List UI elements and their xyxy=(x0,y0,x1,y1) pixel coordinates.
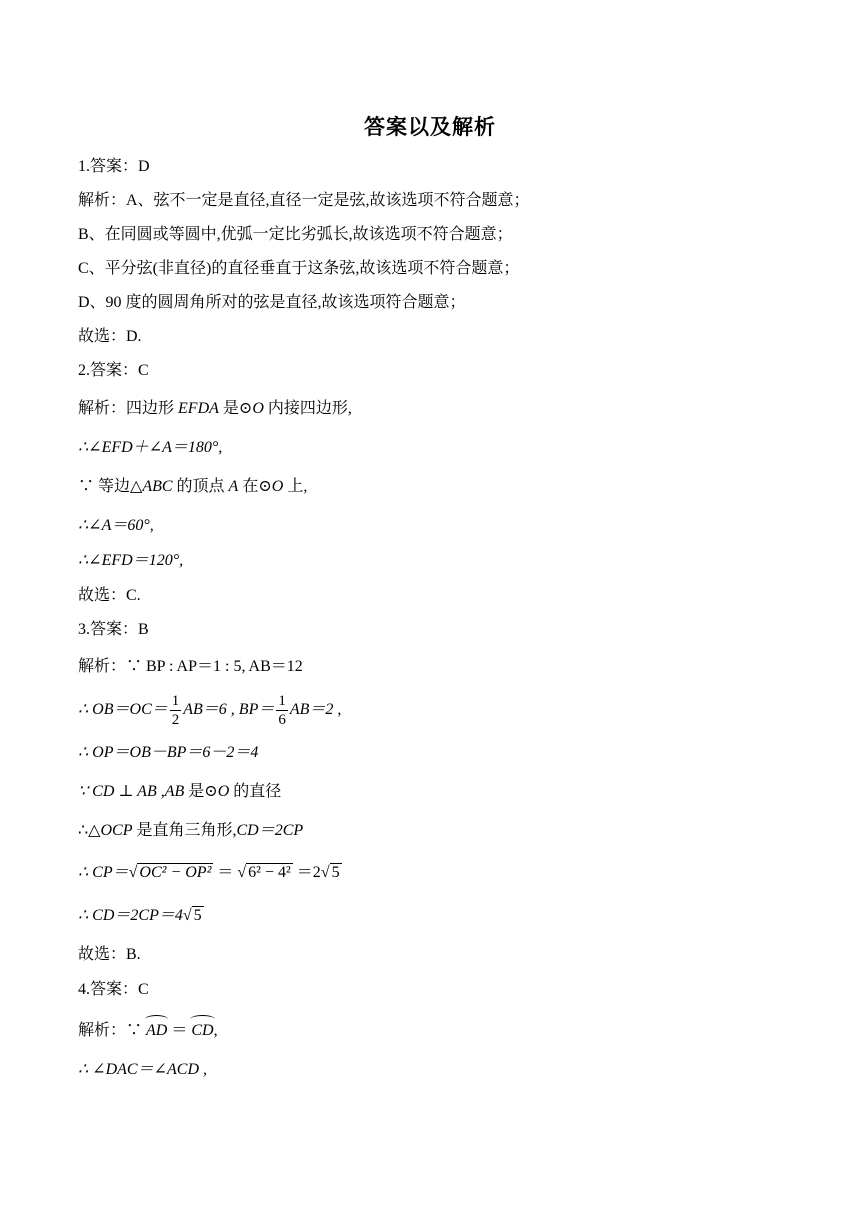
denominator: 6 xyxy=(278,712,286,728)
q2-answer: 2.答案：C xyxy=(78,362,149,379)
q1-analysis-b: B、在同圆或等圆中,优弧一定比劣弧长,故该选项不符合题意； xyxy=(78,226,513,243)
q1-analysis-c: C、平分弦(非直径)的直径垂直于这条弦,故该选项不符合题意； xyxy=(78,260,520,277)
sqrt-sign: √ xyxy=(320,864,330,881)
text: 解析：∵ xyxy=(78,1022,143,1039)
math: AB＝2 , xyxy=(289,701,342,719)
text: 是⊙ xyxy=(222,400,253,417)
q2-analysis-line5: ∴∠EFD＝120°, xyxy=(78,552,184,569)
math-var: ABC xyxy=(142,478,173,495)
math-var: OCP xyxy=(100,822,133,839)
q3-analysis-line5 xyxy=(78,820,303,842)
q3-analysis-line6 xyxy=(78,862,342,884)
text: ∴△ xyxy=(78,822,101,839)
q1-analysis-d: D、90 度的圆周角所对的弦是直径,故该选项符合题意； xyxy=(78,294,466,311)
text: 的顶点 xyxy=(176,478,225,495)
radicand: 5 xyxy=(193,907,202,924)
q2-analysis-line4: ∴∠A＝60°, xyxy=(78,517,154,534)
numerator: 1 xyxy=(171,693,180,709)
q2-analysis-line2: ∴∠EFD＋∠A＝180°, xyxy=(78,439,223,456)
text: 上, xyxy=(287,478,308,495)
math: , xyxy=(213,1022,218,1039)
math-var: A xyxy=(228,478,239,495)
q3-analysis-line1: 解析：∵ BP : AP＝1 : 5, AB＝12 xyxy=(78,658,303,675)
radicand: 5 xyxy=(331,864,340,881)
text: 是⊙ xyxy=(188,783,218,800)
text: 的直径 xyxy=(233,783,282,800)
math: ∴ CD＝2CP＝4 xyxy=(78,907,183,924)
q2-choice: 故选：C. xyxy=(78,587,141,604)
math: AB＝6 , BP＝ xyxy=(183,701,275,719)
math: CD＝2CP xyxy=(236,822,304,839)
q4-analysis-line2: ∴ ∠DAC＝∠ACD , xyxy=(78,1061,207,1078)
q4-answer: 4.答案：C xyxy=(78,981,149,998)
text: 解析：四边形 xyxy=(78,400,175,417)
numerator: 1 xyxy=(278,693,286,709)
denominator: 2 xyxy=(171,712,180,728)
q3-analysis-line7 xyxy=(78,905,204,927)
math: ＝ xyxy=(217,864,234,881)
q3-analysis-line2 xyxy=(78,692,341,729)
q3-answer: 3.答案：B xyxy=(78,621,149,638)
math: ∴ OB＝OC＝ xyxy=(78,701,168,719)
q3-analysis-line4 xyxy=(78,781,281,803)
math-var: EFDA xyxy=(178,400,219,417)
sqrt-sign: √ xyxy=(182,907,192,924)
sqrt-sign: √ xyxy=(237,864,247,881)
fraction xyxy=(276,692,288,729)
math-var: O xyxy=(217,783,230,800)
radicand: 6² − 4² xyxy=(248,864,291,881)
q2-analysis-line1 xyxy=(78,398,352,420)
math-var: O xyxy=(252,400,264,417)
math: ∴ CP＝ xyxy=(78,864,129,881)
math: ＝ xyxy=(171,1022,188,1039)
q3-analysis-line3: ∴ OP＝OB－BP＝6－2＝4 xyxy=(78,744,259,761)
math: ∵ CD ⊥ AB ,AB xyxy=(78,783,185,800)
text: 内接四边形, xyxy=(267,400,352,417)
text: ∵ 等边△ xyxy=(78,478,143,495)
arc-cd: CD xyxy=(191,1020,213,1042)
arc-ad: AD xyxy=(146,1020,167,1042)
q1-choice: 故选：D. xyxy=(78,328,142,345)
radicand: OC² − OP² xyxy=(139,864,212,881)
q4-analysis-line1 xyxy=(78,1020,218,1042)
fraction xyxy=(170,692,182,729)
math-var: O xyxy=(271,478,284,495)
sqrt-sign: √ xyxy=(128,864,138,881)
q1-analysis-a: 解析：A、弦不一定是直径,直径一定是弦,故该选项不符合题意； xyxy=(78,192,530,209)
text: 是直角三角形, xyxy=(136,822,237,839)
q3-choice: 故选：B. xyxy=(78,946,141,963)
q2-analysis-line3 xyxy=(78,476,307,498)
text: 在⊙ xyxy=(242,478,272,495)
math: ＝2 xyxy=(296,864,321,881)
page-title: 答案以及解析 xyxy=(364,115,496,139)
q1-answer: 1.答案：D xyxy=(78,158,150,175)
